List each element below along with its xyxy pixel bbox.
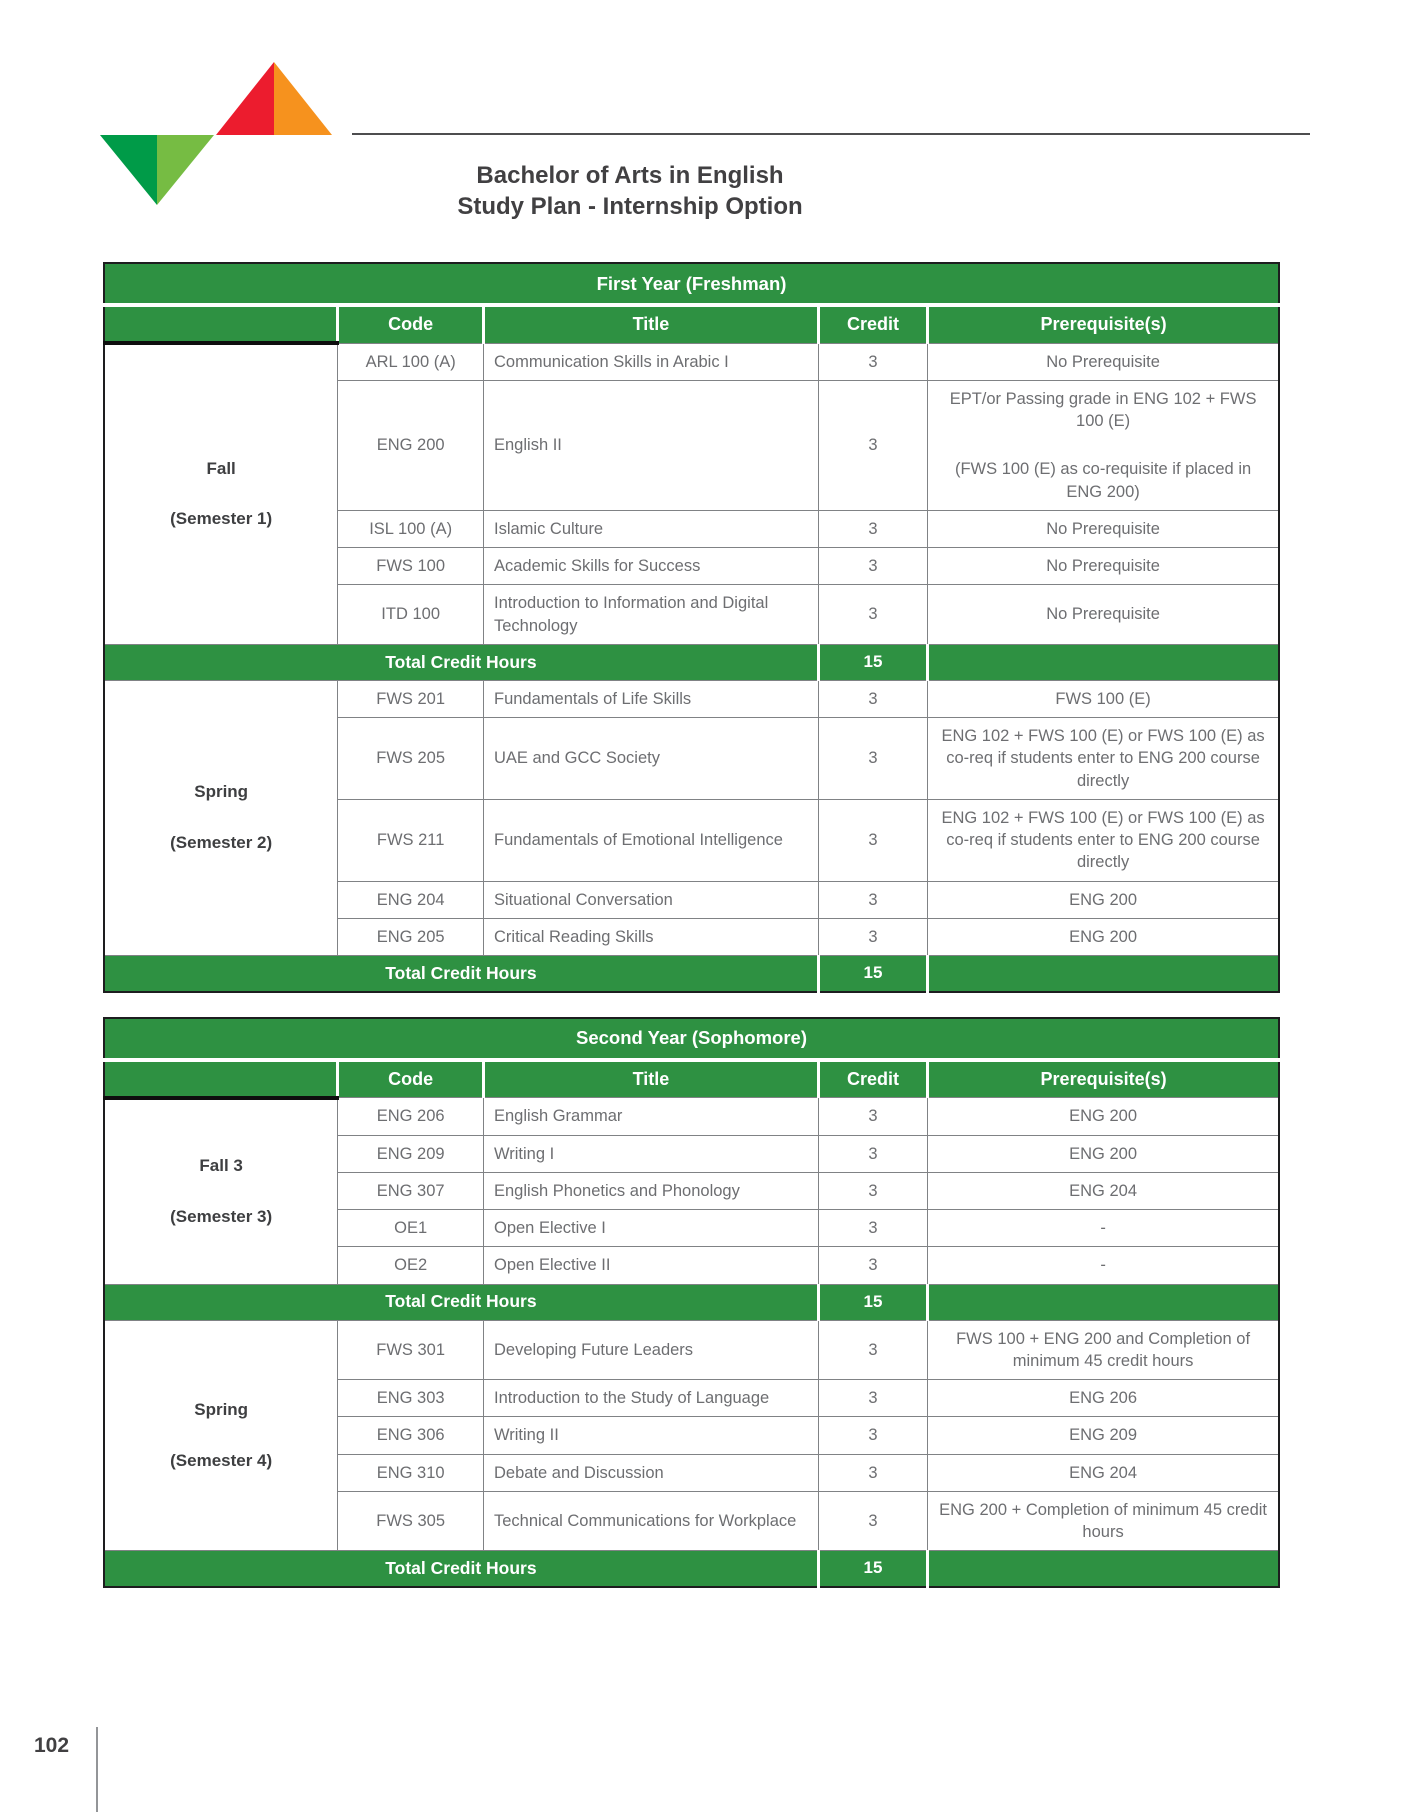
prereq-paragraph: ENG 206	[1069, 1389, 1137, 1408]
course-prereq-cell	[928, 548, 1279, 585]
table-row	[104, 1320, 1279, 1380]
total-credit-hours-row	[104, 1284, 1279, 1320]
course-title-cell: Introduction to Information and Digital Technology	[484, 585, 819, 645]
course-code-cell: OE2	[338, 1247, 484, 1284]
course-code-cell: ITD 100	[338, 585, 484, 645]
course-title-cell: English Grammar	[484, 1098, 819, 1135]
total-row-empty-cell	[928, 1551, 1279, 1587]
prereq-paragraph: ENG 204	[1069, 1181, 1137, 1200]
course-title-cell: Situational Conversation	[484, 881, 819, 918]
study-plan-table	[103, 262, 1280, 993]
table-row	[104, 1098, 1279, 1135]
course-title-cell: Introduction to the Study of Language	[484, 1380, 819, 1417]
course-code-cell: FWS 205	[338, 718, 484, 800]
course-prereq-cell	[928, 510, 1279, 547]
course-title-cell: Debate and Discussion	[484, 1454, 819, 1491]
course-credit-cell: 3	[818, 799, 927, 881]
course-credit-cell: 3	[818, 380, 927, 510]
semester-label-cell	[104, 343, 338, 644]
total-credit-hours-value: 15	[818, 1551, 927, 1587]
column-header-credit: Credit	[818, 305, 927, 343]
semester-label-line1: Fall 3	[199, 1155, 243, 1175]
course-prereq-cell	[928, 881, 1279, 918]
course-title-cell: Open Elective I	[484, 1210, 819, 1247]
prereq-paragraph: ENG 200	[1069, 1144, 1137, 1163]
year-title-row	[104, 1018, 1279, 1060]
course-code-cell: FWS 305	[338, 1491, 484, 1551]
course-prereq-cell	[928, 799, 1279, 881]
course-code-cell: ENG 310	[338, 1454, 484, 1491]
semester-label-cell	[104, 1320, 338, 1551]
course-prereq-cell	[928, 1417, 1279, 1454]
header-divider-rule	[352, 133, 1310, 135]
table-header	[104, 263, 1279, 343]
course-credit-cell: 3	[818, 1247, 927, 1284]
column-header-credit: Credit	[818, 1060, 927, 1098]
course-prereq-cell	[928, 680, 1279, 717]
page-title	[100, 160, 1160, 222]
course-credit-cell: 3	[818, 510, 927, 547]
course-code-cell: ENG 307	[338, 1172, 484, 1209]
table-body	[104, 343, 1279, 992]
total-credit-hours-value: 15	[818, 1284, 927, 1320]
total-row-empty-cell	[928, 1284, 1279, 1320]
course-prereq-cell	[928, 585, 1279, 645]
column-header-code: Code	[338, 305, 484, 343]
prereq-paragraph: ENG 200	[1069, 1107, 1137, 1126]
study-plan-table	[103, 1017, 1280, 1588]
course-code-cell: ENG 306	[338, 1417, 484, 1454]
course-prereq-cell	[928, 343, 1279, 380]
course-prereq-cell	[928, 1491, 1279, 1551]
prereq-paragraph: No Prerequisite	[1046, 519, 1160, 538]
course-title-cell: English Phonetics and Phonology	[484, 1172, 819, 1209]
page-title-line2: Study Plan - Internship Option	[457, 193, 803, 220]
total-row-empty-cell	[928, 956, 1279, 992]
course-code-cell: OE1	[338, 1210, 484, 1247]
course-credit-cell: 3	[818, 718, 927, 800]
course-credit-cell: 3	[818, 1135, 927, 1172]
course-credit-cell: 3	[818, 919, 927, 956]
total-credit-hours-label: Total Credit Hours	[104, 1551, 818, 1587]
prereq-paragraph: ENG 200 + Completion of minimum 45 credit hours	[939, 1500, 1267, 1542]
course-code-cell: ENG 303	[338, 1380, 484, 1417]
prereq-paragraph: FWS 100 (E)	[1055, 689, 1151, 708]
course-credit-cell: 3	[818, 1491, 927, 1551]
logo-red-triangle	[216, 62, 274, 135]
prereq-paragraph: ENG 102 + FWS 100 (E) or FWS 100 (E) as co-req if students enter to ENG 200 course directly	[941, 727, 1265, 790]
course-prereq-cell	[928, 1210, 1279, 1247]
course-credit-cell: 3	[818, 1172, 927, 1209]
total-credit-hours-row	[104, 1551, 1279, 1587]
course-prereq-cell	[928, 1172, 1279, 1209]
column-header-row	[104, 1060, 1279, 1098]
prereq-paragraph: No Prerequisite	[1046, 352, 1160, 371]
column-header-title: Title	[484, 1060, 819, 1098]
course-code-cell: FWS 211	[338, 799, 484, 881]
course-code-cell: FWS 201	[338, 680, 484, 717]
course-code-cell: ENG 209	[338, 1135, 484, 1172]
course-credit-cell: 3	[818, 548, 927, 585]
course-prereq-cell	[928, 1247, 1279, 1284]
total-row-empty-cell	[928, 644, 1279, 680]
course-code-cell: ISL 100 (A)	[338, 510, 484, 547]
course-title-cell: Islamic Culture	[484, 510, 819, 547]
course-code-cell: ENG 204	[338, 881, 484, 918]
prereq-paragraph: -	[1100, 1256, 1106, 1275]
semester-label-line2: (Semester 1)	[170, 509, 273, 529]
column-header-title: Title	[484, 305, 819, 343]
total-credit-hours-label: Total Credit Hours	[104, 644, 818, 680]
table-row	[104, 343, 1279, 380]
course-code-cell: ENG 206	[338, 1098, 484, 1135]
prereq-paragraph: ENG 200	[1069, 890, 1137, 909]
prereq-paragraph: No Prerequisite	[1046, 605, 1160, 624]
column-header-code: Code	[338, 1060, 484, 1098]
semester-label-line1: Spring	[194, 1399, 249, 1419]
semester-label-line1: Spring	[194, 782, 249, 802]
prereq-paragraph: (FWS 100 (E) as co-requisite if placed in ENG 200)	[954, 460, 1252, 501]
course-credit-cell: 3	[818, 1320, 927, 1380]
course-title-cell: UAE and GCC Society	[484, 718, 819, 800]
course-prereq-cell	[928, 919, 1279, 956]
study-plan-tables	[103, 262, 1280, 1588]
course-prereq-cell	[928, 1454, 1279, 1491]
year-title-cell: First Year (Freshman)	[104, 263, 1279, 305]
course-prereq-cell	[928, 380, 1279, 510]
corner-cell	[104, 1060, 338, 1098]
prereq-paragraph: FWS 100 + ENG 200 and Completion of minimum 45 credit hours	[956, 1329, 1251, 1370]
prereq-paragraph: ENG 102 + FWS 100 (E) or FWS 100 (E) as co-req if students enter to ENG 200 course directly	[941, 808, 1265, 872]
course-credit-cell: 3	[818, 1098, 927, 1135]
course-credit-cell: 3	[818, 881, 927, 918]
course-credit-cell: 3	[818, 1210, 927, 1247]
course-title-cell: English II	[484, 380, 819, 510]
prereq-paragraph: ENG 209	[1069, 1426, 1137, 1445]
year-title-row	[104, 263, 1279, 305]
course-prereq-cell	[928, 718, 1279, 800]
footer-divider-line	[96, 1727, 98, 1812]
course-credit-cell: 3	[818, 1454, 927, 1491]
table-body	[104, 1098, 1279, 1587]
semester-label-cell	[104, 1098, 338, 1284]
course-prereq-cell	[928, 1098, 1279, 1135]
course-title-cell: Communication Skills in Arabic I	[484, 343, 819, 380]
total-credit-hours-label: Total Credit Hours	[104, 1284, 818, 1320]
column-header-prereq: Prerequisite(s)	[928, 305, 1279, 343]
course-title-cell: Writing I	[484, 1135, 819, 1172]
prereq-paragraph: ENG 200	[1069, 928, 1137, 947]
course-credit-cell: 3	[818, 680, 927, 717]
table-header	[104, 1018, 1279, 1098]
course-code-cell: ARL 100 (A)	[338, 343, 484, 380]
course-prereq-cell	[928, 1380, 1279, 1417]
course-title-cell: Developing Future Leaders	[484, 1320, 819, 1380]
prereq-paragraph: -	[1100, 1219, 1106, 1238]
course-title-cell: Academic Skills for Success	[484, 548, 819, 585]
total-credit-hours-row	[104, 956, 1279, 992]
total-credit-hours-value: 15	[818, 956, 927, 992]
course-credit-cell: 3	[818, 343, 927, 380]
logo-orange-triangle	[274, 62, 332, 135]
semester-label-cell	[104, 680, 338, 955]
course-title-cell: Technical Communications for Workplace	[484, 1491, 819, 1551]
course-credit-cell: 3	[818, 585, 927, 645]
total-credit-hours-label: Total Credit Hours	[104, 956, 818, 992]
course-code-cell: ENG 200	[338, 380, 484, 510]
course-prereq-cell	[928, 1320, 1279, 1380]
column-header-prereq: Prerequisite(s)	[928, 1060, 1279, 1098]
course-title-cell: Writing II	[484, 1417, 819, 1454]
course-prereq-cell	[928, 1135, 1279, 1172]
year-title-cell: Second Year (Sophomore)	[104, 1018, 1279, 1060]
course-code-cell: FWS 301	[338, 1320, 484, 1380]
semester-label-line2: (Semester 3)	[170, 1206, 273, 1226]
course-title-cell: Critical Reading Skills	[484, 919, 819, 956]
total-credit-hours-value: 15	[818, 644, 927, 680]
course-title-cell: Fundamentals of Life Skills	[484, 680, 819, 717]
course-credit-cell: 3	[818, 1417, 927, 1454]
course-code-cell: ENG 205	[338, 919, 484, 956]
prereq-paragraph: ENG 204	[1069, 1463, 1137, 1482]
total-credit-hours-row	[104, 644, 1279, 680]
prereq-paragraph: No Prerequisite	[1046, 557, 1160, 576]
semester-label-line1: Fall	[206, 458, 236, 478]
prereq-paragraph: EPT/or Passing grade in ENG 102 + FWS 100 (E)	[949, 389, 1257, 431]
semester-label-line2: (Semester 4)	[170, 1450, 273, 1470]
course-code-cell: FWS 100	[338, 548, 484, 585]
semester-label-line2: (Semester 2)	[170, 833, 273, 853]
course-credit-cell: 3	[818, 1380, 927, 1417]
course-title-cell: Fundamentals of Emotional Intelligence	[484, 799, 819, 881]
course-title-cell: Open Elective II	[484, 1247, 819, 1284]
table-row	[104, 680, 1279, 717]
page-title-line1: Bachelor of Arts in English	[476, 162, 784, 189]
column-header-row	[104, 305, 1279, 343]
page-number: 102	[34, 1734, 70, 1757]
corner-cell	[104, 305, 338, 343]
